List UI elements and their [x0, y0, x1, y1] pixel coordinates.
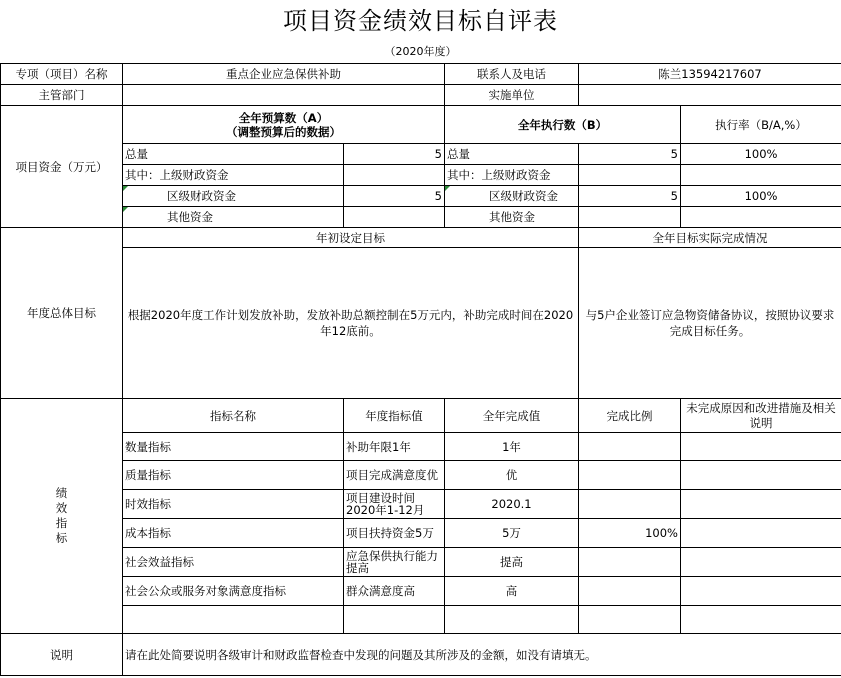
indicator-row — [1, 490, 841, 519]
exec-row-value[interactable]: 5 — [579, 144, 681, 165]
exec-row-value[interactable]: 5 — [579, 186, 681, 207]
indicator-name: 社会效益指标 — [123, 548, 344, 577]
budget-row-label: 总量 — [123, 144, 344, 165]
project-name-label: 专项（项目）名称 — [1, 64, 123, 85]
indicator-name-header: 指标名称 — [123, 399, 344, 433]
indicator-ratio[interactable] — [579, 606, 681, 634]
indicator-actual[interactable]: 优 — [445, 461, 579, 490]
indicator-actual[interactable]: 2020.1 — [445, 490, 579, 519]
funds-label: 项目资金（万元） — [1, 106, 123, 228]
dept-value[interactable] — [123, 85, 445, 106]
form-title: 项目资金绩效目标自评表 — [283, 7, 558, 35]
indicator-actual[interactable]: 1年 — [445, 433, 579, 461]
indicator-name: 时效指标 — [123, 490, 344, 519]
contact-label: 联系人及电话 — [445, 64, 579, 85]
indicator-target-header: 年度指标值 — [344, 399, 445, 433]
exec-row-label: 区级财政资金 — [445, 186, 579, 207]
indicator-row — [1, 519, 841, 548]
indicators-label-text: 绩效指标 — [55, 486, 68, 545]
indicator-name: 质量指标 — [123, 461, 344, 490]
indicator-reason[interactable] — [681, 577, 841, 606]
rate-header: 执行率（B/A,%） — [681, 106, 841, 144]
indicator-row — [1, 577, 841, 606]
indicator-target[interactable]: 群众满意度高 — [344, 577, 445, 606]
indicators-label — [1, 399, 123, 634]
indicator-target[interactable]: 项目完成满意度优 — [344, 461, 445, 490]
goal-set-text[interactable]: 根据2020年度工作计划发放补助，发放补助总额控制在5万元内，补助完成时间在2020年12底前。 — [123, 248, 579, 399]
indicator-reason[interactable] — [681, 548, 841, 577]
rate-row-value[interactable]: 100% — [681, 144, 841, 165]
indicator-ratio[interactable] — [579, 577, 681, 606]
exec-header: 全年执行数（B） — [445, 106, 681, 144]
budget-header — [123, 106, 445, 144]
impl-unit-value[interactable] — [579, 85, 841, 106]
self-evaluation-table — [0, 63, 841, 676]
exec-row-label: 其他资金 — [445, 207, 579, 228]
funds-row — [1, 186, 841, 207]
indicator-target[interactable] — [344, 606, 445, 634]
exec-row-value[interactable] — [579, 165, 681, 186]
funds-row — [1, 144, 841, 165]
indicator-ratio[interactable] — [579, 461, 681, 490]
project-name-value[interactable]: 重点企业应急保供补助 — [123, 64, 445, 85]
funds-row — [1, 207, 841, 228]
rate-row-value[interactable] — [681, 207, 841, 228]
indicator-ratio[interactable] — [579, 548, 681, 577]
goal-done-text[interactable]: 与5户企业签订应急物资储备协议，按照协议要求完成目标任务。 — [579, 248, 841, 399]
indicator-target[interactable]: 项目建设时间2020年1-12月 — [344, 490, 445, 519]
indicator-name: 数量指标 — [123, 433, 344, 461]
indicator-target[interactable]: 项目扶持资金5万 — [344, 519, 445, 548]
notes-text[interactable]: 请在此处简要说明各级审计和财政监督检查中发现的问题及其所涉及的金额，如没有请填无。 — [123, 634, 841, 676]
budget-header-line2: （调整预算后的数据） — [226, 124, 341, 139]
indicator-row — [1, 548, 841, 577]
budget-row-label: 其他资金 — [123, 207, 344, 228]
form-year: （2020年度） — [384, 45, 457, 58]
indicator-reason[interactable] — [681, 490, 841, 519]
dept-label: 主管部门 — [1, 85, 123, 106]
indicator-actual[interactable]: 提高 — [445, 548, 579, 577]
indicator-reason[interactable] — [681, 519, 841, 548]
indicator-actual[interactable]: 5万 — [445, 519, 579, 548]
exec-row-label: 其中：上级财政资金 — [445, 165, 579, 186]
budget-row-value[interactable]: 5 — [344, 186, 445, 207]
indicator-reason[interactable] — [681, 461, 841, 490]
budget-row-label: 其中：上级财政资金 — [123, 165, 344, 186]
goal-done-header: 全年目标实际完成情况 — [579, 228, 841, 248]
indicator-name — [123, 606, 344, 634]
budget-row-value[interactable] — [344, 207, 445, 228]
indicator-name: 社会公众或服务对象满意度指标 — [123, 577, 344, 606]
indicator-ratio[interactable] — [579, 433, 681, 461]
notes-label: 说明 — [1, 634, 123, 676]
indicator-ratio[interactable] — [579, 490, 681, 519]
indicator-row — [1, 461, 841, 490]
budget-row-value[interactable] — [344, 165, 445, 186]
budget-header-line1: 全年预算数（A） — [238, 110, 329, 125]
indicator-ratio[interactable]: 100% — [579, 519, 681, 548]
indicator-target[interactable]: 补助年限1年 — [344, 433, 445, 461]
indicator-reason[interactable] — [681, 433, 841, 461]
rate-row-value[interactable] — [681, 165, 841, 186]
exec-row-value[interactable] — [579, 207, 681, 228]
indicator-actual-header: 全年完成值 — [445, 399, 579, 433]
budget-row-label: 区级财政资金 — [123, 186, 344, 207]
indicator-name: 成本指标 — [123, 519, 344, 548]
goal-set-header: 年初设定目标 — [123, 228, 579, 248]
indicator-row — [1, 433, 841, 461]
impl-unit-label: 实施单位 — [445, 85, 579, 106]
budget-row-value[interactable]: 5 — [344, 144, 445, 165]
indicator-actual[interactable]: 高 — [445, 577, 579, 606]
contact-value[interactable]: 陈兰13594217607 — [579, 64, 841, 85]
funds-row — [1, 165, 841, 186]
indicator-reason[interactable] — [681, 606, 841, 634]
indicator-target[interactable]: 应急保供执行能力提高 — [344, 548, 445, 577]
rate-row-value[interactable]: 100% — [681, 186, 841, 207]
annual-goal-label: 年度总体目标 — [1, 228, 123, 399]
indicator-actual[interactable] — [445, 606, 579, 634]
indicator-row — [1, 606, 841, 634]
indicator-ratio-header: 完成比例 — [579, 399, 681, 433]
indicator-reason-header: 未完成原因和改进措施及相关说明 — [681, 399, 841, 433]
exec-row-label: 总量 — [445, 144, 579, 165]
